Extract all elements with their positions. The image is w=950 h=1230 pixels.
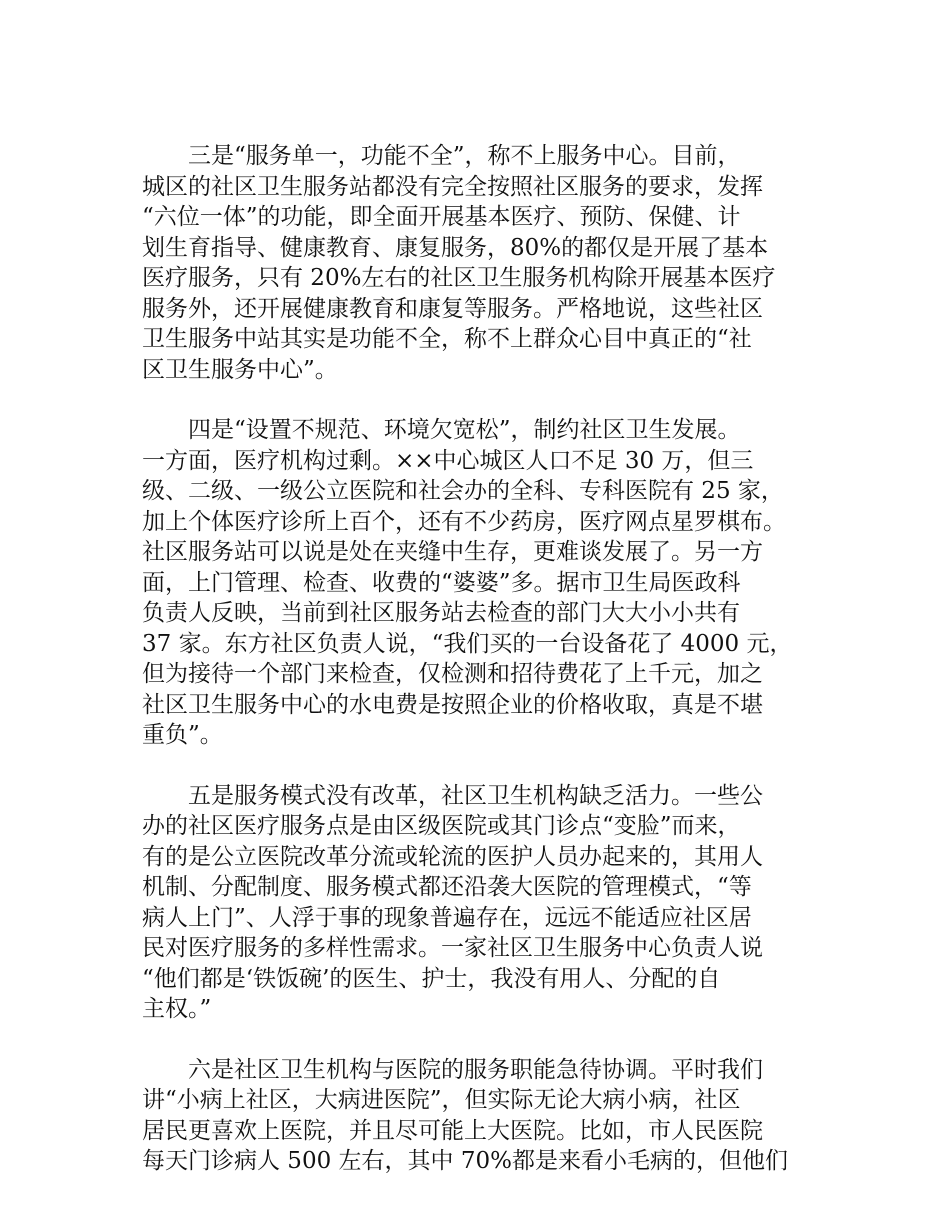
paragraph-service-single (142, 141, 818, 385)
text-line: 一方面，医疗机构过剩。××中心城区人口不足 30 万，但三 (142, 447, 754, 474)
text-line: 四是“设置不规范、环境欠宽松”，制约社区卫生发展。 (188, 417, 741, 443)
document-page (142, 141, 818, 1207)
text-line: 区卫生服务中心”。 (142, 356, 338, 383)
text-line: 三是“服务单一，功能不全”，称不上服务中心。目前， (188, 143, 741, 169)
text-line: 五是服务模式没有改革，社区卫生机构缺乏活力。一些公 (188, 782, 763, 809)
text-line: 六是社区卫生机构与医院的服务职能急待协调。平时我们 (188, 1056, 763, 1083)
text-line: 负责人反映，当前到社区服务站去检查的部门大大小小共有 (142, 600, 740, 626)
text-line: 讲“小病上社区，大病进医院”，但实际无论大病小病，社区 (142, 1087, 741, 1113)
text-line: “六位一体”的功能，即全面开展基本医疗、预防、保健、计 (142, 204, 741, 230)
text-line: 办的社区医疗服务点是由区级医院或其门诊点“变脸”而来， (142, 813, 741, 839)
text-line: 但为接待一个部门来检查，仅检测和招待费花了上千元，加之 (142, 661, 763, 687)
text-line: 卫生服务中站其实是功能不全，称不上群众心目中真正的“社 (142, 326, 752, 352)
text-line: 居民更喜欢上医院，并且尽可能上大医院。比如，市人民医院 (142, 1117, 763, 1144)
text-line: 社区卫生服务中心的水电费是按照企业的价格收取，真是不堪 (142, 691, 763, 718)
text-line: 机制、分配制度、服务模式都还沿袭大医院的管理模式，“等 (142, 874, 752, 900)
text-line: 重负”。 (142, 722, 223, 748)
paragraph-setup-irregular (142, 415, 818, 751)
text-line: 划生育指导、健康教育、康复服务，80%的都仅是开展了基本 (142, 234, 769, 261)
text-line: 面，上门管理、检查、收费的“婆婆”多。据市卫生局医政科 (142, 569, 741, 596)
text-line: 服务外，还开展健康教育和康复等服务。严格地说，这些社区 (142, 295, 763, 322)
text-line: 加上个体医疗诊所上百个，还有不少药房，医疗网点星罗棋布。 (142, 508, 786, 535)
text-line: 社区服务站可以说是处在夹缝中生存，更难谈发展了。另一方 (142, 539, 763, 565)
text-line: 级、二级、一级公立医院和社会办的全科、专科医院有 25 家， (142, 478, 784, 504)
text-line: 37 家。东方社区负责人说，“我们买的一台设备花了 4000 元， (142, 630, 793, 657)
paragraph-service-model (142, 781, 818, 1025)
text-line: 病人上门”、人浮于事的现象普遍存在，远远不能适应社区居 (142, 904, 752, 931)
text-line: 每天门诊病人 500 左右，其中 70%都是来看小毛病的，但他们 (142, 1148, 788, 1174)
text-line: 医疗服务，只有 20%左右的社区卫生服务机构除开展基本医疗 (142, 265, 776, 291)
text-line: 民对医疗服务的多样性需求。一家社区卫生服务中心负责人说 (142, 935, 763, 961)
text-line: “他们都是‘铁饭碗’的医生、护士，我没有用人、分配的自 (142, 965, 721, 992)
text-line: 有的是公立医院改革分流或轮流的医护人员办起来的，其用人 (142, 843, 763, 870)
text-line: 城区的社区卫生服务站都没有完全按照社区服务的要求，发挥 (142, 173, 763, 200)
text-line: 主权。” (142, 996, 212, 1022)
paragraph-hospital-coordination (142, 1055, 818, 1177)
